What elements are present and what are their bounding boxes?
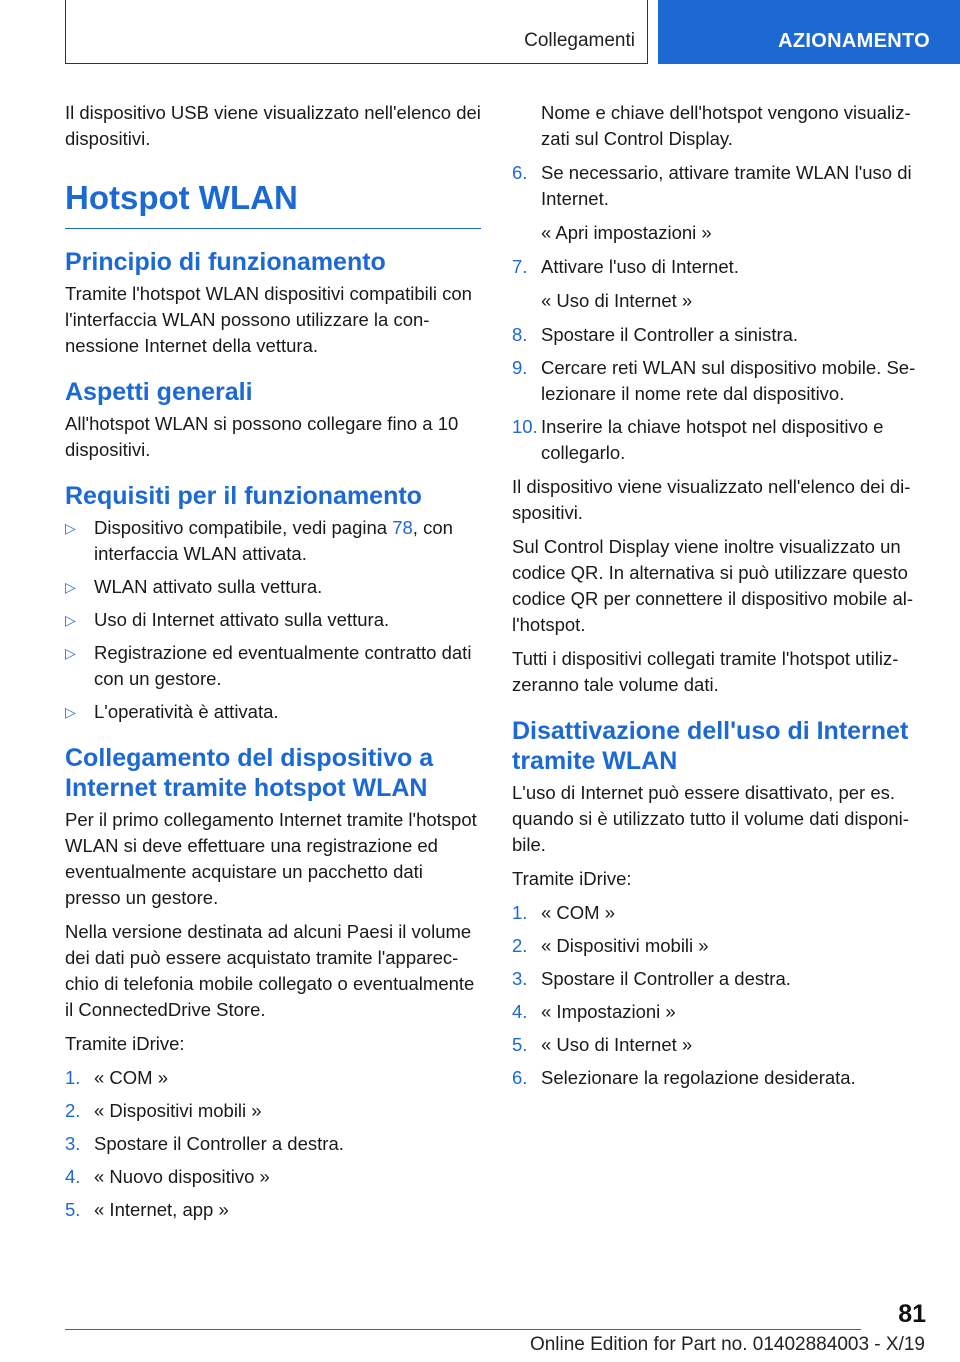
page-link[interactable]: 78 (392, 517, 413, 538)
step-item: 4. « Impostazioni » (512, 999, 930, 1025)
step-item: 5. « Internet, app » (65, 1197, 481, 1223)
intro-paragraph: Il dispositivo USB viene visualizzato nell'elenco dei dispositivi. (65, 102, 481, 149)
step-number: 5. (65, 1199, 81, 1220)
step-number: 6. (512, 162, 528, 183)
page-number: 81 (898, 1300, 926, 1328)
triangle-bullet-icon: ▷ (65, 579, 76, 595)
principle-text: Tramite l'hotspot WLAN dispositivi compatibili con l'interfaccia WLAN possono utilizzare la connessione Internet della vettura. (65, 283, 472, 356)
step-number: 4. (512, 1001, 528, 1022)
heading-requirements: Requisiti per il funzionamento (65, 482, 422, 510)
list-item: ▷ Uso di Internet attivato sulla vettura. (65, 607, 481, 633)
step-number: 1. (65, 1067, 81, 1088)
step-number: 8. (512, 324, 528, 345)
step-item: 9. Cercare reti WLAN sul dispositivo mobile. Selezionare il nome rete dal dispositivo. (512, 357, 916, 404)
result-text-2: Sul Control Display viene inoltre visualizzato un codice QR. In alternativa si può utilizzare questo codice QR per connettere il dispositivo mobile all'hotspot. (512, 536, 914, 635)
step-number: 7. (512, 256, 528, 277)
step-item: 2. « Dispositivi mobili » (512, 933, 930, 959)
step-item: 8. Spostare il Controller a sinistra. (512, 322, 930, 348)
menu-path: « Uso di Internet » (541, 290, 693, 311)
heading-connect: Collegamento del dispositivo a Internet tramite hotspot WLAN (65, 744, 434, 802)
step-item: 3. Spostare il Controller a destra. (65, 1131, 481, 1157)
connect-steps (65, 1065, 481, 1223)
deactivate-steps (512, 900, 930, 1091)
footer-divider (65, 1329, 861, 1330)
deactivate-text-2: Tramite iDrive: (512, 868, 632, 889)
right-column (512, 100, 930, 1099)
menu-path: « Apri impostazioni » (541, 222, 712, 243)
edition-note: Online Edition for Part no. 01402884003 - X/19 (529, 1334, 925, 1355)
step-item: 3. Spostare il Controller a destra. (512, 966, 930, 992)
step-item: 4. « Nuovo dispositivo » (65, 1164, 481, 1190)
general-text: All'hotspot WLAN si possono collegare fino a 10 dispositivi. (65, 413, 459, 460)
list-item: ▷ WLAN attivato sulla vettura. (65, 574, 481, 600)
list-item: ▷ L'operatività è attivata. (65, 699, 481, 725)
step-number: 3. (512, 968, 528, 989)
step-item: 5. « Uso di Internet » (512, 1032, 930, 1058)
triangle-bullet-icon: ▷ (65, 704, 76, 720)
list-item: ▷ Dispositivo compatibile, vedi pagina 78, con interfaccia WLAN attivata. (65, 517, 453, 564)
connect-text-3: Tramite iDrive: (65, 1033, 185, 1054)
step-number: 3. (65, 1133, 81, 1154)
step-continuation: Nome e chiave dell'hotspot vengono visualizzati sul Control Display. (541, 102, 911, 149)
step-item: 2. « Dispositivi mobili » (65, 1098, 481, 1124)
step-number: 9. (512, 357, 528, 378)
step-number: 5. (512, 1034, 528, 1055)
heading-general: Aspetti generali (65, 378, 253, 406)
result-text-1: Il dispositivo viene visualizzato nell'elenco dei dispositivi. (512, 476, 911, 523)
step-item: 10. Inserire la chiave hotspot nel dispositivo e collegarlo. (512, 416, 884, 463)
step-number: 2. (65, 1100, 81, 1121)
connect-steps-continued (512, 160, 930, 212)
result-text-3: Tutti i dispositivi collegati tramite l'hotspot utilizzeranno tale volume dati. (512, 648, 899, 695)
triangle-bullet-icon: ▷ (65, 520, 76, 536)
step-item: 6. Se necessario, attivare tramite WLAN l'uso di Internet. (512, 162, 912, 209)
step-number: 4. (65, 1166, 81, 1187)
step-number: 2. (512, 935, 528, 956)
step-item: 1. « COM » (512, 900, 930, 926)
requirements-list (65, 515, 481, 725)
page-heading: Hotspot WLAN (65, 176, 481, 229)
section-title: Collegamenti (524, 30, 635, 51)
step-number: 6. (512, 1067, 528, 1088)
connect-text-1: Per il primo collegamento Internet tramite l'hotspot WLAN si deve effettuare una registrazione ed eventualmente acquistare un pacchetto dati presso un gestore. (65, 809, 477, 908)
connect-text-2: Nella versione destinata ad alcuni Paesi il volume dei dati può essere acquistato tramite l'apparecchio di telefonia mobile collegato o eventualmente il ConnectedDrive Store. (65, 921, 475, 1020)
heading-deactivate: Disattivazione dell'uso di Internet tramite WLAN (512, 717, 909, 775)
step-number: 1. (512, 902, 528, 923)
step-item: 1. « COM » (65, 1065, 481, 1091)
step-number: 10. (512, 416, 538, 437)
step-item: 7. Attivare l'uso di Internet. (512, 254, 930, 280)
step-item: 6. Selezionare la regolazione desiderata. (512, 1065, 930, 1091)
triangle-bullet-icon: ▷ (65, 612, 76, 628)
list-item: ▷ Registrazione ed eventualmente contratto dati con un gestore. (65, 642, 472, 689)
triangle-bullet-icon: ▷ (65, 645, 76, 661)
heading-principle: Principio di funzionamento (65, 248, 386, 276)
left-column (65, 100, 481, 1231)
deactivate-text-1: L'uso di Internet può essere disattivato, per es. quando si è utilizzato tutto il volume dati disponibile. (512, 782, 909, 855)
chapter-tab: AZIONAMENTO (658, 0, 960, 64)
